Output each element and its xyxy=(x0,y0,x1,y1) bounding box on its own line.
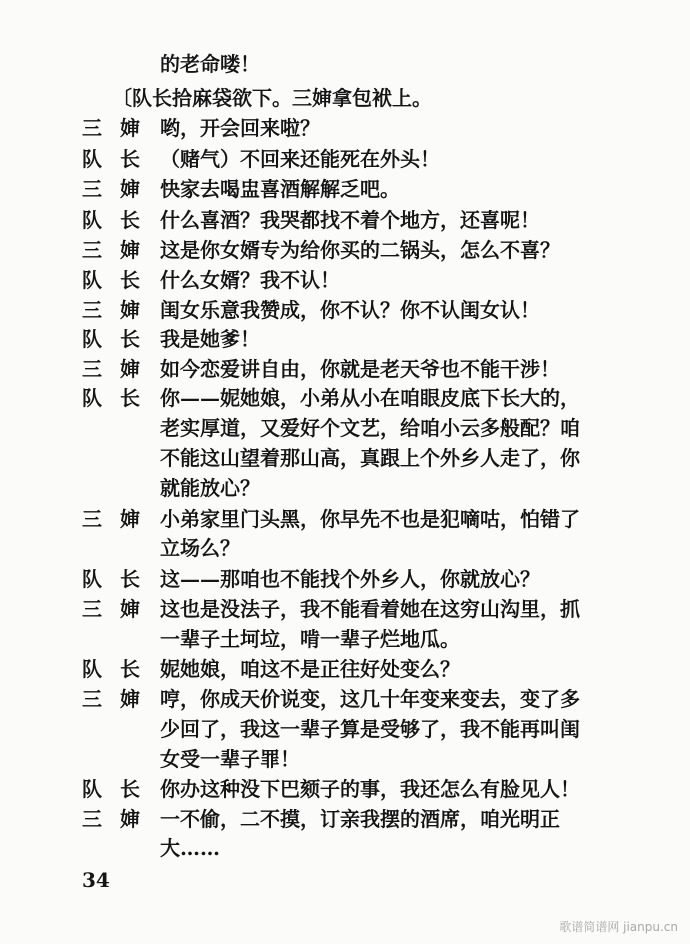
speaker-name: 三婶 xyxy=(82,807,158,831)
dialogue-line: 小弟家里门头黑，你早先不也是犯嘀咕，怕错了 xyxy=(160,507,580,531)
dialogue-line: 妮她娘，咱这不是正往好处变么？ xyxy=(160,657,460,681)
speaker-name: 队长 xyxy=(82,777,158,801)
dialogue-line: 什么喜酒？我哭都找不着个地方，还喜呢！ xyxy=(160,208,540,232)
dialogue-line: 一不偷，二不摸，订亲我摆的酒席，咱光明正 xyxy=(160,807,560,831)
speaker-name: 三婶 xyxy=(82,687,158,711)
speaker-name: 队长 xyxy=(82,386,158,410)
speaker-name: 三婶 xyxy=(82,597,158,621)
dialogue-line: 哟，开会回来啦？ xyxy=(160,116,320,140)
dialogue-line: 大…… xyxy=(160,836,220,860)
dialogue-line: 哼，你成天价说变，这几十年变来变去，变了多 xyxy=(160,687,580,711)
speaker-name: 队长 xyxy=(82,268,158,292)
speaker-name: 队长 xyxy=(82,567,158,591)
dialogue-line: 什么女婿？我不认！ xyxy=(160,268,340,292)
dialogue-line: 这是你女婿专为给你买的二锅头，怎么不喜？ xyxy=(160,238,560,262)
dialogue-line: 这也是没法子，我不能看着她在这穷山沟里，抓 xyxy=(160,597,580,621)
dialogue-line: 如今恋爱讲自由，你就是老天爷也不能干涉！ xyxy=(160,357,560,381)
speaker-name: 三婶 xyxy=(82,238,158,262)
page-number: 34 xyxy=(82,868,110,892)
dialogue-line: 女受一辈子罪！ xyxy=(160,747,300,771)
dialogue-line: 你办这种没下巴颏子的事，我还怎么有脸见人！ xyxy=(160,777,580,801)
speaker-name: 三婶 xyxy=(82,357,158,381)
dialogue-line: （赌气）不回来还能死在外头！ xyxy=(160,147,440,171)
speaker-name: 队长 xyxy=(82,208,158,232)
stage-direction: 〔队长拾麻袋欲下。三婶拿包袱上。 xyxy=(112,86,432,110)
watermark: 歌谱简谱网 jianpu.cn xyxy=(559,920,678,934)
dialogue-line: 老实厚道，又爱好个文艺，给咱小云多般配？咱 xyxy=(160,416,580,440)
dialogue-line: 不能这山望着那山高，真跟上个外乡人走了，你 xyxy=(160,446,580,470)
speaker-name: 三婶 xyxy=(82,298,158,322)
dialogue-line: 就能放心？ xyxy=(160,476,260,500)
dialogue-line: 闺女乐意我赞成，你不认？你不认闺女认！ xyxy=(160,298,540,322)
speaker-name: 队长 xyxy=(82,147,158,171)
speaker-name: 三婶 xyxy=(82,177,158,201)
speaker-name: 队长 xyxy=(82,657,158,681)
speaker-name: 三婶 xyxy=(82,116,158,140)
speaker-name: 队长 xyxy=(82,327,158,351)
dialogue-line: 这——那咱也不能找个外乡人，你就放心？ xyxy=(160,567,540,591)
dialogue-line: 立场么？ xyxy=(160,536,240,560)
dialogue-line: 少回了，我这一辈子算是受够了，我不能再叫闺 xyxy=(160,717,580,741)
dialogue-line: 的老命喽！ xyxy=(160,52,260,76)
dialogue-line: 一辈子土坷垃，啃一辈子烂地瓜。 xyxy=(160,627,460,651)
dialogue-line: 你——妮她娘，小弟从小在咱眼皮底下长大的， xyxy=(160,386,580,410)
speaker-name: 三婶 xyxy=(82,507,158,531)
dialogue-line: 我是她爹！ xyxy=(160,327,260,351)
dialogue-line: 快家去喝盅喜酒解解乏吧。 xyxy=(160,177,400,201)
